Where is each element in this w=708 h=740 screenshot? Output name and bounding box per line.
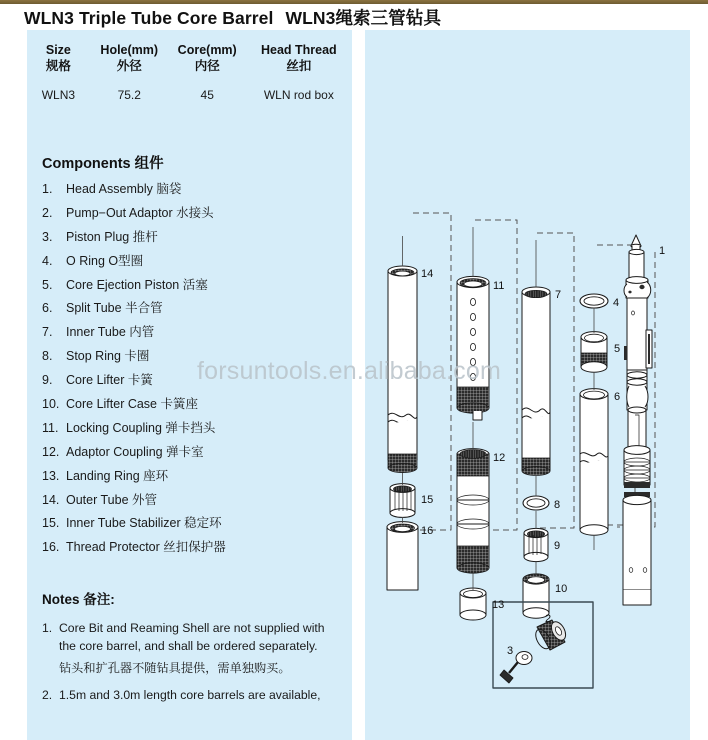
callout-16: 16 (421, 525, 434, 537)
part-core-lifter-case-10 (523, 574, 549, 618)
component-label: Piston Plug 推杆 (66, 229, 158, 244)
list-item (42, 541, 342, 554)
callout-11: 11 (493, 280, 505, 292)
component-number: 5. (42, 277, 53, 292)
component-number: 13. (42, 468, 60, 483)
part-landing-ring-13 (460, 588, 486, 620)
part-split-tube-6 (580, 389, 608, 536)
component-label: Thread Protector 丝扣保护器 (66, 540, 226, 555)
callout-9: 9 (554, 540, 561, 552)
table-row (27, 74, 352, 106)
component-label: Outer Tube 外管 (66, 492, 158, 507)
column-header-size-en: Size (45, 43, 71, 57)
component-label: Split Tube 半合管 (66, 301, 163, 316)
column-header-size (27, 40, 90, 74)
exploded-assembly-diagram (365, 30, 690, 740)
column-header-hole-cn: 外径 (116, 59, 142, 73)
callout-3: 3 (507, 645, 514, 657)
component-label: Adaptor Coupling 弹卡室 (66, 444, 204, 459)
list-item (42, 326, 342, 339)
component-number: 7. (42, 325, 53, 340)
top-decorative-bar (0, 0, 708, 4)
list-item (42, 207, 342, 220)
list-item (42, 279, 342, 292)
list-item (42, 494, 342, 507)
part-inner-tube-7 (522, 287, 550, 475)
callout-4: 4 (613, 297, 620, 309)
specification-table (27, 40, 352, 106)
column-header-core-cn: 内径 (194, 59, 220, 73)
page-title-english: WLN3 Triple Tube Core Barrel (24, 8, 274, 28)
component-label: Core Ejection Piston 活塞 (66, 277, 208, 292)
table-header-row (27, 40, 352, 74)
column-header-core-en: Core(mm) (177, 43, 237, 57)
component-label: O Ring O型圈 (66, 253, 144, 268)
part-stop-ring-8 (523, 496, 549, 510)
part-outer-tube-14 (388, 266, 417, 473)
list-item (42, 446, 342, 459)
component-number: 12. (42, 444, 60, 459)
component-number: 14. (42, 492, 60, 507)
column-header-head-thread (246, 40, 352, 74)
component-label: Core Lifter Case 卡簧座 (66, 397, 198, 412)
component-label: Head Assembly 脑袋 (66, 182, 182, 196)
component-number: 4. (42, 253, 53, 268)
component-number: 2. (42, 205, 53, 220)
callout-15: 15 (421, 494, 434, 506)
list-item (42, 398, 342, 411)
component-number: 10. (42, 397, 60, 412)
part-thread-protector-16 (387, 522, 418, 590)
component-label: Locking Coupling 弹卡挡头 (66, 420, 216, 435)
note-body (59, 620, 342, 678)
notes-section (42, 588, 342, 714)
component-label: Stop Ring 卡圈 (66, 349, 150, 364)
list-item (42, 422, 342, 435)
components-heading: Components 组件 (42, 156, 164, 172)
note-text-en: Core Bit and Reaming Shell are not supplied with the core barrel, and shall be ordered separately. (59, 621, 325, 653)
note-item (42, 687, 342, 705)
part-adaptor-coupling-12 (457, 449, 489, 574)
cell-hole: 75.2 (117, 88, 141, 102)
callout-14: 14 (421, 268, 434, 280)
notes-heading: Notes 备注: (42, 592, 115, 607)
callout-7: 7 (555, 289, 562, 301)
component-number: 8. (42, 349, 53, 364)
component-number: 11. (42, 420, 59, 435)
component-number: 16. (42, 540, 60, 555)
callout-10: 10 (555, 583, 568, 595)
cell-head-thread: WLN rod box (263, 88, 334, 102)
component-number: 15. (42, 516, 60, 531)
list-item (42, 231, 342, 244)
note-text-en: 1.5m and 3.0m length core barrels are available, (59, 687, 321, 702)
callout-5: 5 (614, 343, 621, 355)
list-item (42, 350, 342, 363)
part-piston-plug-3 (500, 652, 532, 684)
component-number: 6. (42, 301, 53, 316)
callout-6: 6 (614, 391, 621, 403)
column-header-hole-en: Hole(mm) (100, 43, 159, 57)
note-number: 2. (42, 687, 53, 702)
cell-core: 45 (200, 88, 214, 102)
note-number: 1. (42, 621, 53, 635)
callout-12: 12 (493, 452, 506, 464)
part-inner-tube-stabilizer-15 (390, 484, 415, 518)
part-o-ring-4 (580, 294, 608, 308)
component-label: Inner Tube Stabilizer 稳定环 (66, 516, 222, 531)
column-header-head-thread-en: Head Thread (260, 43, 337, 57)
page-title (24, 5, 441, 30)
column-header-size-cn: 规格 (45, 59, 71, 73)
component-label: Inner Tube 内管 (66, 325, 155, 340)
callout-8: 8 (554, 499, 561, 511)
list-item (42, 302, 342, 315)
component-label: Pump−Out Adaptor 水接头 (66, 205, 214, 220)
note-text-cn: 钻头和扩孔器不随钻具提供，需单独购买。 (59, 660, 291, 675)
cell-size: WLN3 (41, 88, 76, 102)
list-item (42, 470, 342, 483)
part-core-lifter-9 (524, 528, 548, 561)
list-item (42, 183, 342, 196)
watermark-text: forsuntools.en.alibaba.com (197, 357, 501, 385)
list-item (42, 374, 342, 387)
callout-2: 2 (545, 613, 552, 625)
part-locking-coupling-11 (457, 276, 489, 420)
list-item (42, 255, 342, 268)
component-label: Landing Ring 座环 (66, 468, 169, 483)
note-body (59, 687, 342, 705)
component-number: 1. (42, 182, 53, 196)
column-header-head-thread-cn: 丝扣 (286, 59, 312, 73)
component-number: 9. (42, 373, 53, 388)
component-label: Core Lifter 卡簧 (66, 373, 153, 388)
column-header-core (169, 40, 246, 74)
callout-1: 1 (659, 245, 666, 257)
component-number: 3. (42, 229, 53, 244)
page-title-chinese: WLN3绳索三管钻具 (285, 8, 442, 28)
callout-13: 13 (492, 599, 505, 611)
part-core-ejection-piston-5 (581, 332, 607, 373)
column-header-hole (90, 40, 169, 74)
note-item (42, 620, 342, 678)
components-section (42, 152, 342, 565)
part-head-assembly-1 (623, 235, 652, 605)
list-item (42, 517, 342, 530)
